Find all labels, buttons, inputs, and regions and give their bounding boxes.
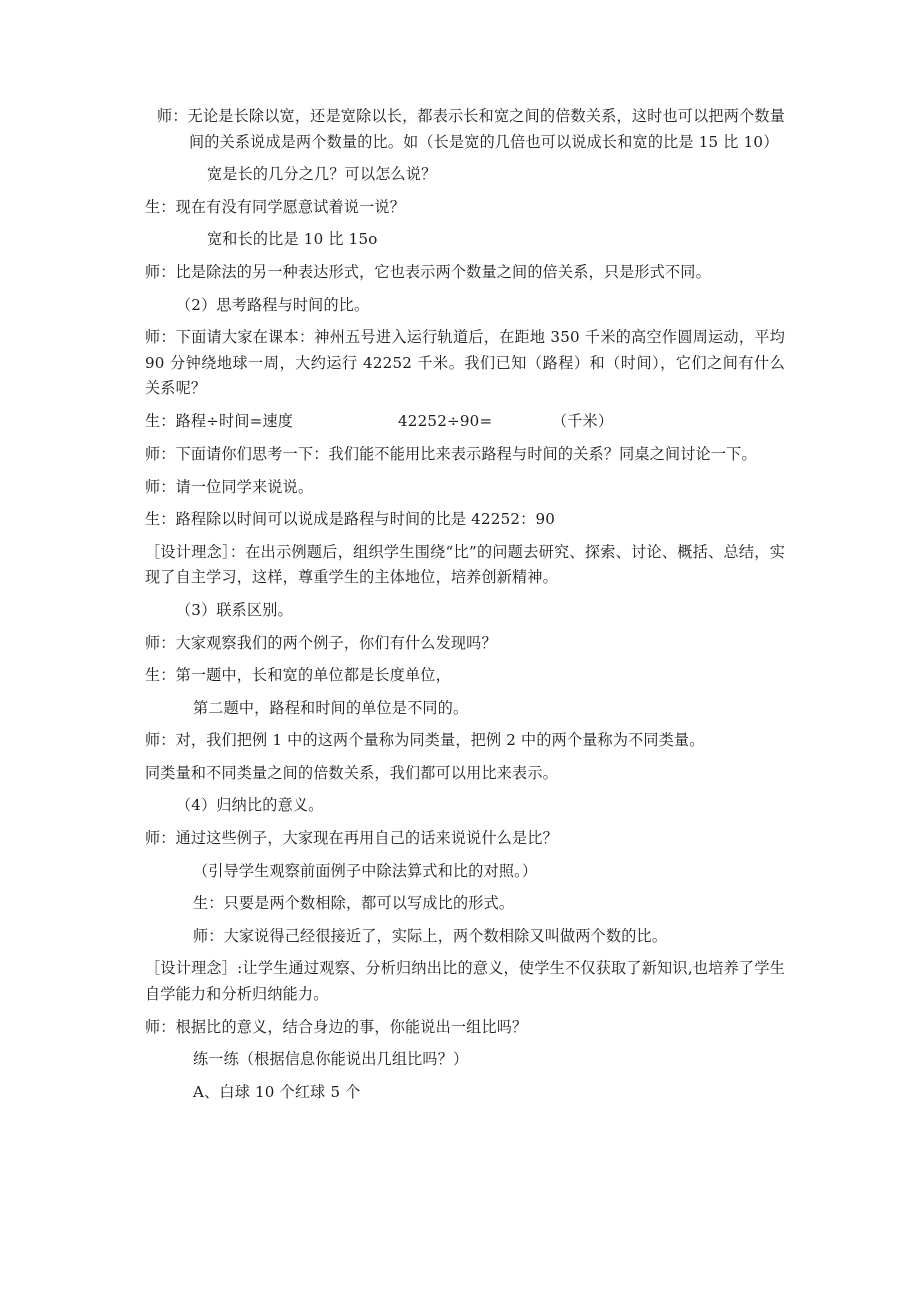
paragraph-guide-students-note: （引导学生观察前面例子中除法算式和比的对照。）: [193, 861, 538, 880]
paragraph-define-ratio-question: 师：通过这些例子，大家现在再用自己的话来说说什么是比？: [145, 829, 558, 848]
paragraph-student-prompt: 生：现在有没有同学愿意试着说一说？: [145, 197, 405, 216]
paragraph-student-answer-second-problem: 第二题中，路程和时间的单位是不同的。: [193, 698, 469, 717]
paragraph-section-3-heading: （3）联系区别。: [176, 600, 293, 619]
paragraph-student-two-numbers-divided: 生：只要是两个数相除，都可以写成比的形式。: [193, 894, 515, 913]
paragraph-observe-two-examples: 师：大家观察我们的两个例子，你们有什么发现吗？: [145, 633, 497, 652]
paragraph-ratio-is-division-form: 师：比是除法的另一种表达形式，它也表示两个数量之间的倍关系，只是形式不同。: [145, 262, 711, 281]
paragraph-shenzhou-problem: 师：下面请大家在课本：神州五号进入运行轨道后，在距地 350 千米的高空作圆周运动，平均 90 分钟绕地球一周，大约运行 42252 千米。我们已知（路程）和（时间），它们之间有什么关系呢？: [145, 328, 785, 398]
equation-row: [145, 409, 785, 435]
paragraph-invite-student: 师：请一位同学来说说。: [145, 477, 314, 496]
paragraph-design-concept-1: ［设计理念］：在出示例题后，组织学生围绕“比”的问题去研究、探索、讨论、概括、总结，实现了自主学习，这样，尊重学生的主体地位，培养创新精神。: [145, 542, 785, 587]
document-body: [145, 104, 785, 1105]
paragraph-teacher-confirm-definition: 师：大家说得己经很接近了，实际上，两个数相除又叫做两个数的比。: [193, 926, 668, 945]
paragraph-section-4-heading: （4）归纳比的意义。: [176, 796, 324, 815]
paragraph-teacher-ratio-explanation: 师：无论是长除以宽，还是宽除以长，都表示长和宽之间的倍数关系，这时也可以把两个数量间的关系说成是两个数量的比。如（长是宽的几倍也可以说成长和宽的比是 15 比 10）: [157, 107, 785, 151]
paragraph-student-answer-first-problem: 生：第一题中，长和宽的单位都是长度单位，: [145, 666, 451, 685]
paragraph-section-2-heading: （2）思考路程与时间的比。: [176, 295, 370, 314]
paragraph-width-fraction-question: 宽是长的几分之几？可以怎么说？: [207, 165, 437, 184]
equation-formula-text: 生：路程÷时间=速度: [145, 411, 294, 430]
paragraph-same-kind-quantities: 师：对，我们把例 1 中的这两个量称为同类量，把例 2 中的两个量称为不同类量。: [145, 731, 705, 750]
equation-unit-label: （千米）: [552, 411, 614, 430]
paragraph-design-concept-2: ［设计理念］:让学生通过观察、分析归纳出比的意义，使学生不仅获取了新知识,也培养了学生自学能力和分析归纳能力。: [145, 959, 785, 1004]
paragraph-width-length-ratio-answer: 宽和长的比是 10 比 15o: [207, 230, 378, 249]
paragraph-ratio-expresses-multiple: 同类量和不同类量之间的倍数关系，我们都可以用比来表示。: [145, 763, 558, 782]
equation-numeric-expression: 42252÷90=: [398, 411, 493, 430]
paragraph-student-distance-time-ratio: 生：路程除以时间可以说成是路程与时间的比是 42252：90: [145, 510, 556, 529]
paragraph-discuss-with-deskmate: 师：下面请你们思考一下：我们能不能用比来表示路程与时间的关系？同桌之间讨论一下。: [145, 444, 757, 463]
paragraph-practice-item-a: A、白球 10 个红球 5 个: [193, 1082, 361, 1101]
paragraph-practice-heading: 练一练（根据信息你能说出几组比吗？）: [193, 1050, 469, 1069]
paragraph-state-a-ratio-question: 师：根据比的意义，结合身边的事，你能说出一组比吗？: [145, 1017, 528, 1036]
